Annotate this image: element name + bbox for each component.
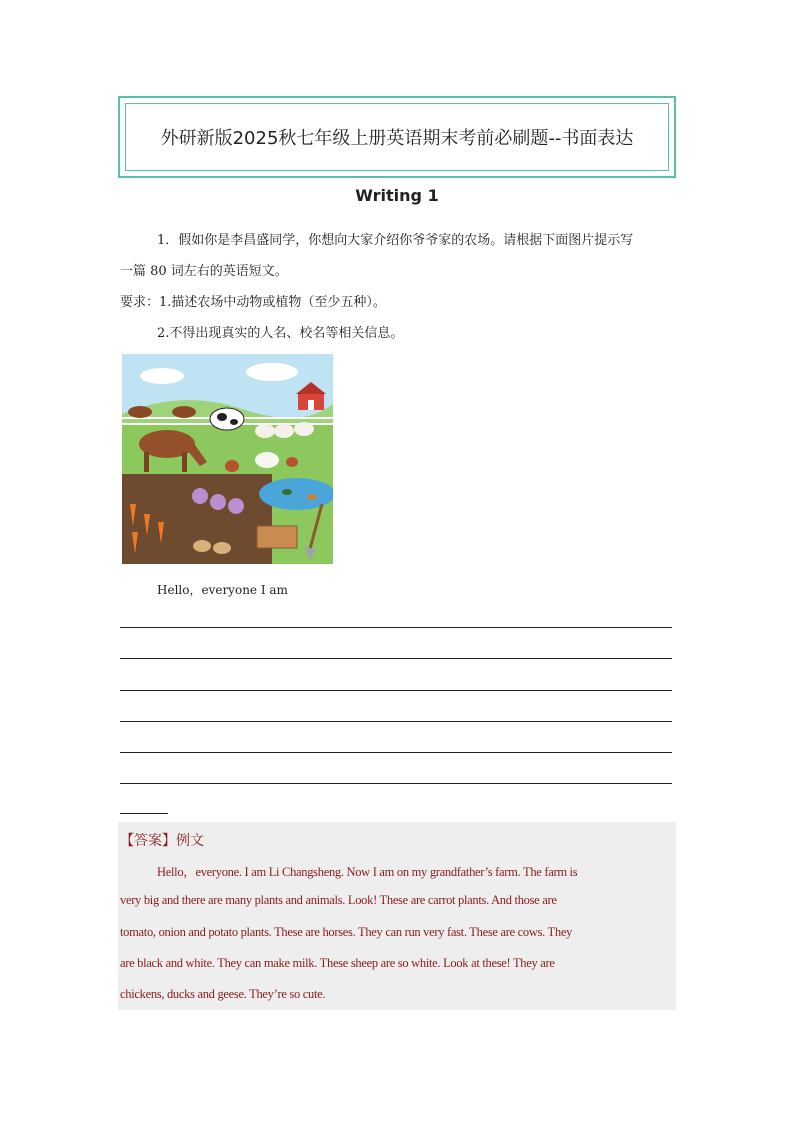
requirement-line-2: 2.不得出现真实的人名、校名等相关信息。: [157, 326, 404, 341]
title-box: [118, 96, 676, 178]
writing-starter: Hello，everyone I am: [157, 583, 288, 597]
answer-line: Hello，everyone. I am Li Changsheng. Now I am on my grandfather’s farm. The farm is: [157, 865, 578, 879]
writing-line[interactable]: [120, 752, 672, 753]
page-title: 外研新版2025秋七年级上册英语期末考前必刷题--书面表达: [125, 103, 669, 171]
requirement-line-1: 要求：1.描述农场中动物或植物（至少五种）。: [120, 295, 386, 310]
writing-line[interactable]: [120, 721, 672, 722]
writing-line[interactable]: [120, 690, 672, 691]
writing-line[interactable]: [120, 658, 672, 659]
farm-illustration: [122, 354, 333, 564]
question-line-1: 1．假如你是李昌盛同学，你想向大家介绍你爷爷家的农场。请根据下面图片提示写: [157, 233, 634, 248]
question-line-2: 一篇 80 词左右的英语短文。: [120, 264, 288, 279]
writing-line[interactable]: [120, 627, 672, 628]
answer-label: 【答案】例文: [120, 833, 204, 849]
writing-line-short[interactable]: [120, 813, 168, 814]
writing-line[interactable]: [120, 783, 672, 784]
answer-line: chickens, ducks and geese. They’re so cute.: [120, 987, 326, 1001]
answer-line: tomato, onion and potato plants. These are horses. They can run very fast. These are cows. They: [120, 925, 573, 939]
section-heading: Writing 1: [355, 186, 439, 205]
answer-panel: [118, 822, 676, 1010]
answer-line: are black and white. They can make milk. These sheep are so white. Look at these! They are: [120, 956, 555, 970]
answer-line: very big and there are many plants and animals. Look! These are carrot plants. And those are: [120, 893, 557, 907]
